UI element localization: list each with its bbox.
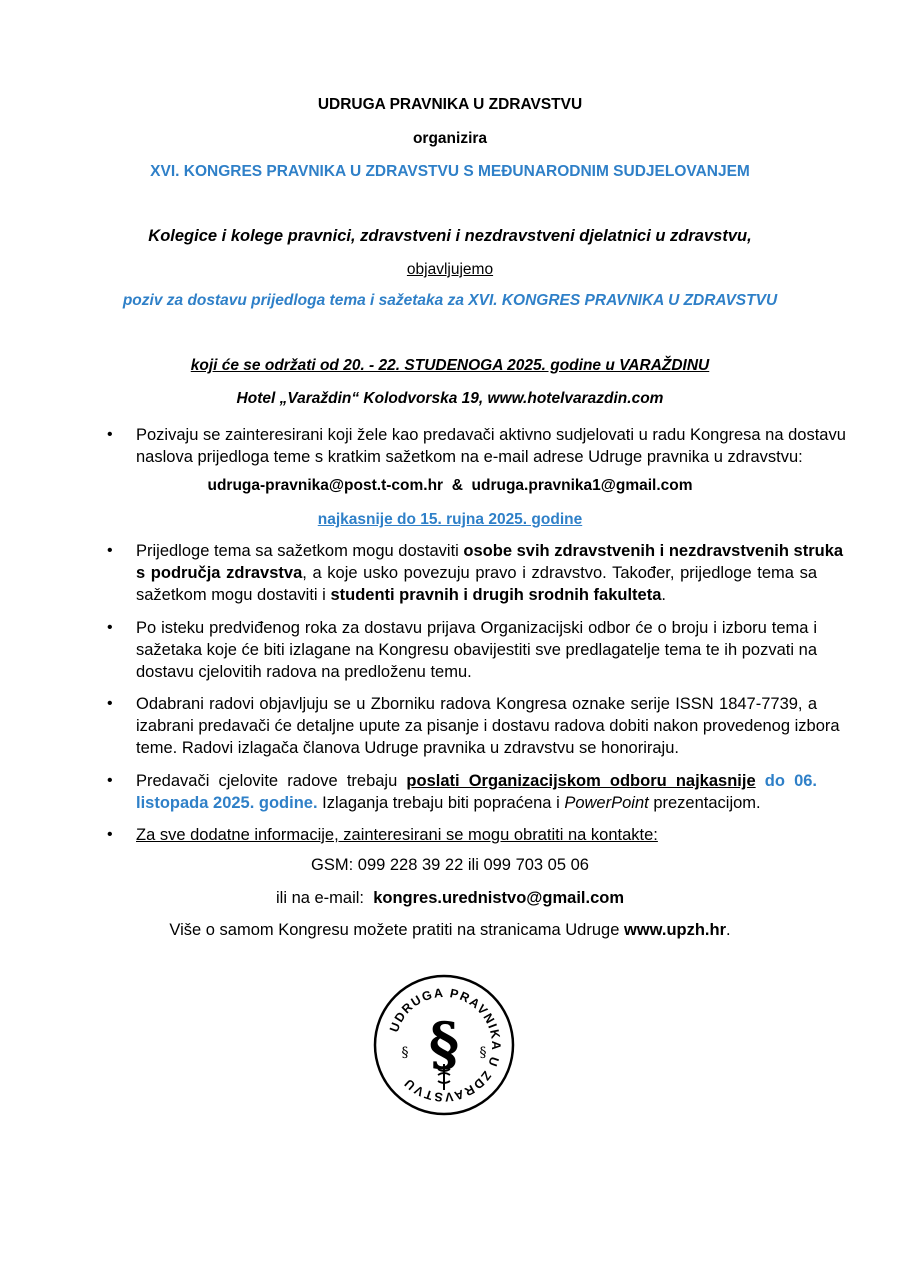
text-segment: Predavači cjelovite radove trebaju bbox=[136, 772, 398, 790]
emphasis-text: s područja zdravstva bbox=[136, 564, 303, 582]
seal-left-mark: § bbox=[401, 1045, 409, 1061]
deadline-text: do 06. bbox=[764, 772, 818, 790]
gsm-contact: GSM: 099 228 39 22 ili 099 703 05 06 bbox=[311, 856, 589, 874]
text-line: izabrani predavači će detaljne upute za pisanje i dostavu radova dobiti nakon provedenog izbora bbox=[136, 717, 840, 735]
bullet-6-text bbox=[136, 824, 817, 846]
bullet-4-text bbox=[136, 693, 840, 759]
text-line bbox=[136, 540, 844, 562]
organization-name: UDRUGA PRAVNIKA U ZDRAVSTVU bbox=[317, 96, 583, 113]
email-contact bbox=[0, 889, 900, 908]
bullet-icon: • bbox=[107, 772, 113, 789]
contact-email-link[interactable]: kongres.urednistvo@gmail.com bbox=[373, 889, 624, 907]
text-line: Po isteku predviđenog roka za dostavu prijava Organizacijski odbor će o broju i izboru tema i bbox=[136, 619, 817, 637]
text-segment: . bbox=[661, 586, 666, 604]
submission-deadline: najkasnije do 15. rujna 2025. godine bbox=[317, 511, 583, 528]
text-segment: . bbox=[726, 921, 731, 939]
text-segment: sažetkom mogu dostaviti i bbox=[136, 586, 326, 604]
text-line: sažetaka koje će biti izlagane na Kongresu obavijestiti sve predlagatelje tema te ih pozvati na bbox=[136, 641, 817, 659]
text-segment: prezentacijom. bbox=[653, 794, 761, 812]
bullet-5-text bbox=[136, 770, 817, 814]
emphasis-text: osobe svih zdravstvenih i nezdravstvenih struka bbox=[463, 542, 844, 560]
text-segment: , a koje usko povezuju pravo i zdravstvo. Također, prijedloge tema sa bbox=[302, 564, 817, 582]
text-line bbox=[136, 584, 817, 606]
ampersand: & bbox=[451, 477, 463, 494]
bullet-icon: • bbox=[107, 695, 113, 712]
emphasis-text: studenti pravnih i drugih srodnih fakulteta bbox=[330, 586, 662, 604]
email-label: ili na e-mail: bbox=[275, 889, 365, 907]
text-line: Pozivaju se zainteresirani koji žele kao predavači aktivno sudjelovati u radu Kongresa na dostavu bbox=[136, 426, 846, 444]
bullet-1-text bbox=[136, 424, 846, 468]
website-info bbox=[0, 921, 900, 940]
text-line: teme. Radovi izlagača članova Udruge pravnika u zdravstvu se honoriraju. bbox=[136, 739, 679, 757]
paragraph-mark-icon: § bbox=[428, 1010, 460, 1078]
call-for-papers: poziv za dostavu prijedloga tema i sažetaka za XVI. KONGRES PRAVNIKA U ZDRAVSTVU bbox=[122, 292, 778, 309]
greeting: Kolegice i kolege pravnici, zdravstveni i nezdravstveni djelatnici u zdravstvu, bbox=[148, 227, 752, 245]
congress-dates: koji će se održati od 20. - 22. STUDENOGA 2025. godine u VARAŽDINU bbox=[190, 357, 710, 374]
text-line: naslova prijedloga teme s kratkim sažetkom na e-mail adrese Udruge pravnika u zdravstvu: bbox=[136, 448, 803, 466]
bullet-icon: • bbox=[107, 426, 113, 443]
text-line bbox=[136, 770, 817, 792]
email-link-1[interactable]: udruga-pravnika@post.t-com.hr bbox=[207, 477, 444, 494]
seal-right-mark: § bbox=[479, 1045, 487, 1061]
text-segment: Prijedloge tema sa sažetkom mogu dostaviti bbox=[136, 542, 459, 560]
organizes-label: organizira bbox=[412, 130, 488, 147]
bullet-icon: • bbox=[107, 826, 113, 843]
text-line: Odabrani radovi objavljuju se u Zborniku radova Kongresa oznake serije ISSN 1847-7739, a bbox=[136, 695, 817, 713]
website-link[interactable]: www.upzh.hr bbox=[623, 921, 727, 939]
bullet-icon: • bbox=[107, 619, 113, 636]
deadline-text: listopada 2025. godine. bbox=[136, 794, 318, 812]
seal-ring-text: UDRUGA PRAVNIKA U ZDRAVSTVU bbox=[386, 985, 504, 1105]
email-link-2[interactable]: udruga.pravnika1@gmail.com bbox=[471, 477, 693, 494]
text-segment: Izlaganja trebaju biti popraćena i bbox=[322, 794, 560, 812]
congress-title: XVI. KONGRES PRAVNIKA U ZDRAVSTVU S MEĐUNARODNIM SUDJELOVANJEM bbox=[150, 163, 750, 180]
submission-emails bbox=[0, 477, 900, 495]
text-line bbox=[136, 562, 817, 584]
bullet-3-text bbox=[136, 617, 817, 683]
website-text: Više o samom Kongresu možete pratiti na stranicama Udruge bbox=[169, 921, 620, 939]
powerpoint-text: PowerPoint bbox=[564, 794, 649, 812]
bullet-2-text bbox=[136, 540, 844, 606]
association-seal-logo bbox=[371, 972, 517, 1118]
emphasis-text: poslati Organizacijskom odboru najkasnije bbox=[406, 772, 756, 790]
announce-label: objavljujemo bbox=[406, 261, 494, 278]
congress-venue: Hotel „Varaždin“ Kolodvorska 19, www.hotelvarazdin.com bbox=[236, 390, 664, 407]
text-line: Za sve dodatne informacije, zainteresirani se mogu obratiti na kontakte: bbox=[136, 826, 658, 844]
text-line bbox=[136, 792, 817, 814]
bullet-icon: • bbox=[107, 542, 113, 559]
text-line: dostavu cjelovitih radova na predloženu temu. bbox=[136, 663, 472, 681]
